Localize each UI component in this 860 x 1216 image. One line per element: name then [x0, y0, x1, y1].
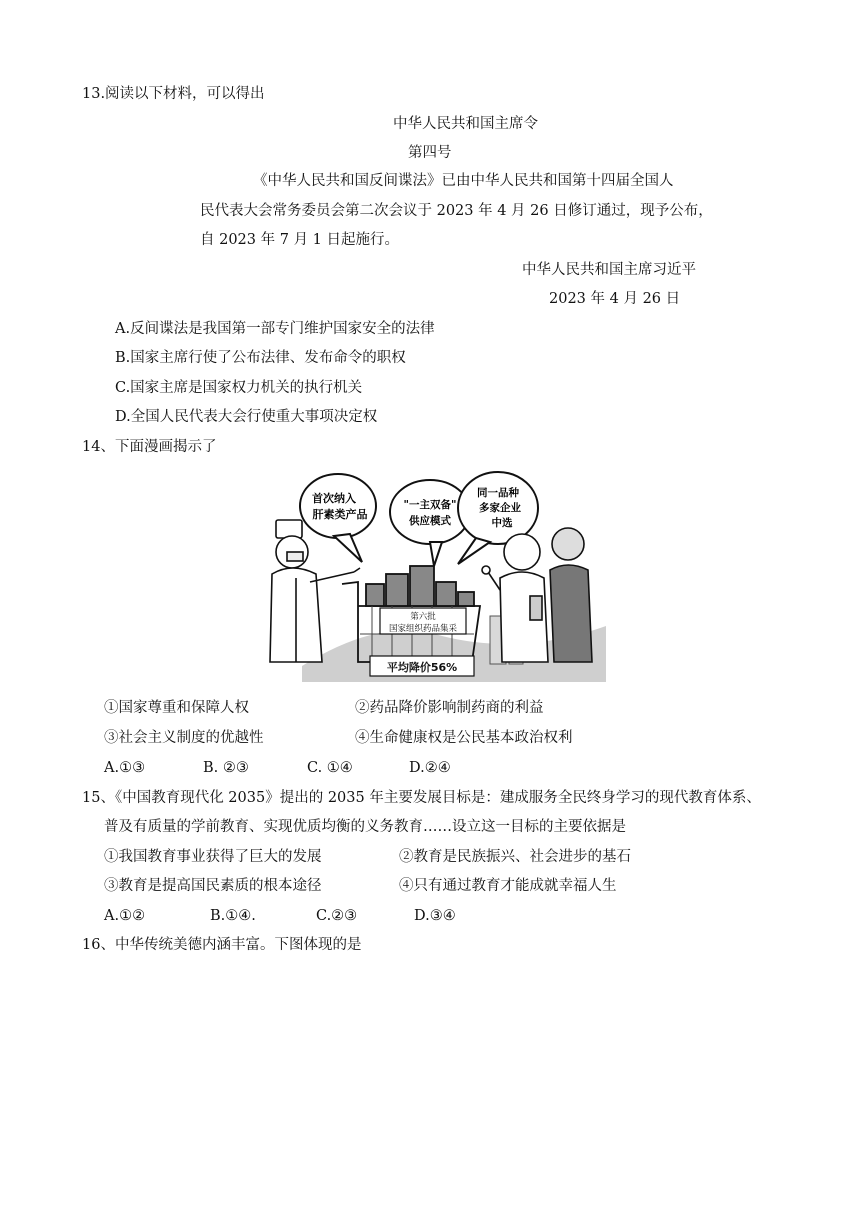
q15-item-1: ①我国教育事业获得了巨大的发展 — [104, 849, 322, 865]
medicine-cartoon — [262, 466, 606, 682]
bubble1-line1: 首次纳入 — [312, 492, 356, 505]
decree-date: 2023 年 4 月 26 日 — [549, 291, 681, 307]
bubble2-line1: "一主双备" — [403, 499, 457, 511]
decree-body-line-3: 自 2023 年 7 月 1 日起施行。 — [200, 232, 400, 248]
q14-item-2: ②药品降价影响制药商的利益 — [355, 700, 544, 716]
q15-stem-line-2: 普及有质量的学前教育、实现优质均衡的义务教育……设立这一目标的主要依据是 — [104, 819, 626, 835]
decree-body-line-1: 《中华人民共和国反间谍法》已由中华人民共和国第十四届全国人 — [253, 173, 674, 189]
q14-item-3: ③社会主义制度的优越性 — [104, 730, 264, 746]
q15-item-2: ②教育是民族振兴、社会进步的基石 — [399, 849, 631, 865]
q13-option-c: C.国家主席是国家权力机关的执行机关 — [115, 380, 363, 396]
q13-stem: 13.阅读以下材料，可以得出 — [82, 86, 265, 102]
q14-choice-a: A.①③ — [104, 760, 146, 776]
q15-choice-c: C.②③ — [316, 908, 358, 924]
decree-signer: 中华人民共和国主席习近平 — [522, 262, 696, 278]
q15-item-4: ④只有通过教育才能成就幸福人生 — [399, 878, 617, 894]
q14-choice-c: C. ①④ — [307, 760, 353, 776]
bubble2-line2: 供应模式 — [409, 515, 451, 527]
q14-choice-b: B. ②③ — [203, 760, 249, 776]
q15-choice-b: B.①④. — [210, 908, 256, 924]
bubble3-line1: 同一品种 — [477, 487, 519, 499]
cart-label-line1: 第六批 — [410, 612, 436, 622]
q15-item-3: ③教育是提高国民素质的根本途径 — [104, 878, 322, 894]
q14-item-1: ①国家尊重和保障人权 — [104, 700, 249, 716]
price-label: 平均降价56% — [386, 661, 458, 674]
bubble3-line2: 多家企业 — [479, 502, 521, 514]
q14-item-4: ④生命健康权是公民基本政治权利 — [355, 730, 573, 746]
q15-choice-a: A.①② — [104, 908, 146, 924]
decree-number: 第四号 — [408, 145, 452, 161]
q15-choice-d: D.③④ — [414, 908, 456, 924]
bubble1-line2: 肝素类产品 — [312, 508, 368, 521]
q15-stem-line-1: 15、《中国教育现代化 2035》提出的 2035 年主要发展目标是：建成服务全民终身学习的现代教育体系、 — [82, 790, 761, 806]
q13-option-d: D.全国人民代表大会行使重大事项决定权 — [115, 409, 378, 425]
bubble3-line3: 中选 — [491, 517, 513, 529]
q16-stem: 16、中华传统美德内涵丰富。下图体现的是 — [82, 937, 362, 953]
cart-label-line2: 国家组织药品集采 — [388, 624, 458, 634]
decree-title: 中华人民共和国主席令 — [393, 116, 538, 132]
decree-body-line-2: 民代表大会常务委员会第二次会议于 2023 年 4 月 26 日修订通过，现予公布， — [200, 203, 713, 219]
q14-choice-d: D.②④ — [409, 760, 451, 776]
q13-option-b: B.国家主席行使了公布法律、发布命令的职权 — [115, 350, 406, 366]
q13-option-a: A.反间谍法是我国第一部专门维护国家安全的法律 — [115, 321, 435, 337]
q14-stem: 14、下面漫画揭示了 — [82, 439, 217, 455]
